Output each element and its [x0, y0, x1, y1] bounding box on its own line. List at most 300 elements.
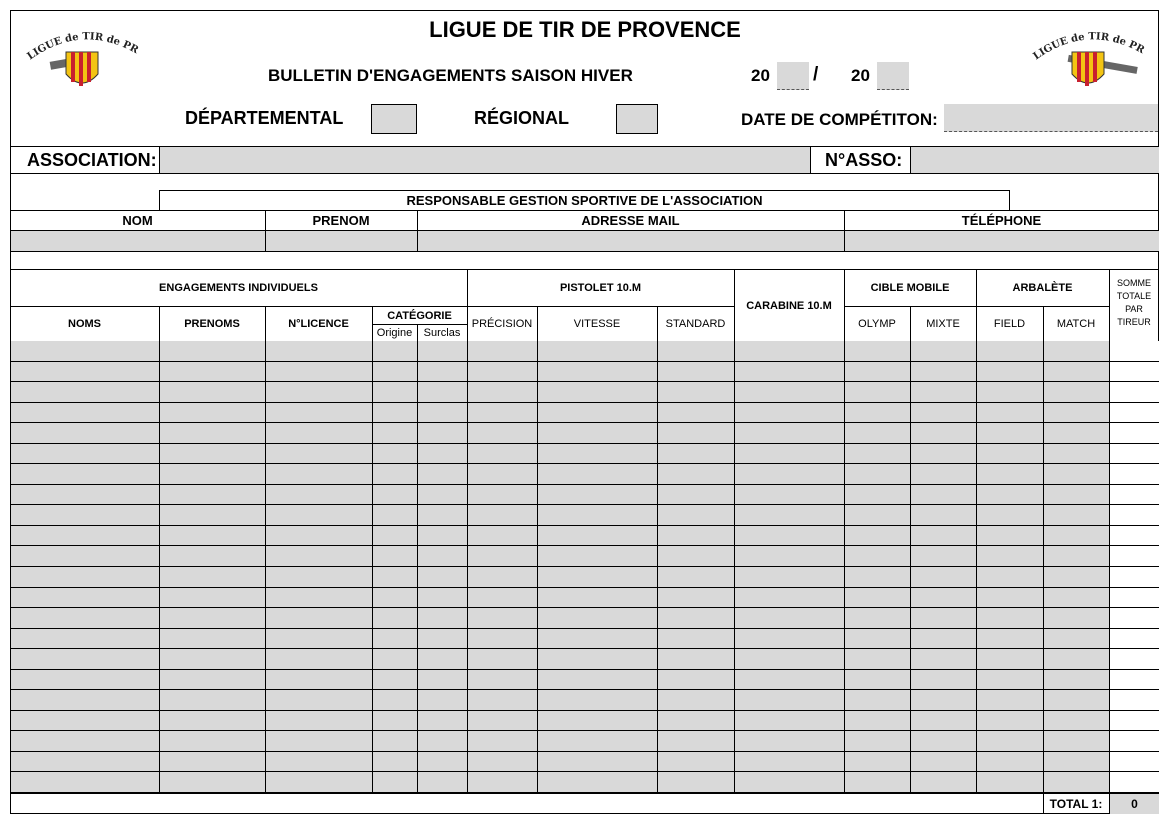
cell-olymp[interactable] [845, 670, 910, 690]
cell-olymp[interactable] [845, 423, 910, 443]
cell-match[interactable] [1044, 629, 1109, 649]
cell-mixte[interactable] [911, 444, 976, 464]
cell-mixte[interactable] [911, 608, 976, 628]
cell-field[interactable] [977, 464, 1043, 484]
cell-standard[interactable] [658, 546, 734, 566]
cell-precision[interactable] [468, 772, 537, 792]
cell-field[interactable] [977, 382, 1043, 402]
cell-nom[interactable] [11, 464, 159, 484]
cell-somme[interactable] [1110, 423, 1159, 443]
cell-match[interactable] [1044, 505, 1109, 525]
cell-origine[interactable] [373, 752, 417, 772]
cell-somme[interactable] [1110, 752, 1159, 772]
cell-origine[interactable] [373, 485, 417, 505]
cell-match[interactable] [1044, 464, 1109, 484]
cell-standard[interactable] [658, 505, 734, 525]
cell-licence[interactable] [266, 752, 372, 772]
cell-standard[interactable] [658, 362, 734, 382]
cell-surclas[interactable] [418, 752, 467, 772]
cell-field[interactable] [977, 485, 1043, 505]
cell-olymp[interactable] [845, 444, 910, 464]
cell-olymp[interactable] [845, 341, 910, 361]
cell-somme[interactable] [1110, 505, 1159, 525]
cell-carabine[interactable] [735, 341, 844, 361]
cell-carabine[interactable] [735, 403, 844, 423]
cell-prenom[interactable] [160, 629, 265, 649]
cell-origine[interactable] [373, 546, 417, 566]
cell-surclas[interactable] [418, 526, 467, 546]
cell-somme[interactable] [1110, 711, 1159, 731]
cell-origine[interactable] [373, 526, 417, 546]
resp-mail-input[interactable] [418, 231, 844, 251]
cell-field[interactable] [977, 546, 1043, 566]
cell-nom[interactable] [11, 649, 159, 669]
cell-somme[interactable] [1110, 567, 1159, 587]
cell-standard[interactable] [658, 341, 734, 361]
cell-prenom[interactable] [160, 444, 265, 464]
cell-nom[interactable] [11, 382, 159, 402]
cell-licence[interactable] [266, 382, 372, 402]
cell-nom[interactable] [11, 341, 159, 361]
cell-precision[interactable] [468, 382, 537, 402]
cell-origine[interactable] [373, 382, 417, 402]
cell-prenom[interactable] [160, 711, 265, 731]
cell-surclas[interactable] [418, 485, 467, 505]
cell-licence[interactable] [266, 588, 372, 608]
cell-carabine[interactable] [735, 649, 844, 669]
cell-vitesse[interactable] [538, 546, 657, 566]
cell-carabine[interactable] [735, 690, 844, 710]
cell-licence[interactable] [266, 690, 372, 710]
cell-vitesse[interactable] [538, 403, 657, 423]
cell-somme[interactable] [1110, 382, 1159, 402]
date-input[interactable] [944, 104, 1158, 132]
cell-surclas[interactable] [418, 505, 467, 525]
cell-olymp[interactable] [845, 608, 910, 628]
cell-mixte[interactable] [911, 629, 976, 649]
cell-match[interactable] [1044, 403, 1109, 423]
association-input[interactable] [160, 147, 810, 173]
cell-somme[interactable] [1110, 485, 1159, 505]
cell-nom[interactable] [11, 608, 159, 628]
cell-field[interactable] [977, 444, 1043, 464]
cell-standard[interactable] [658, 567, 734, 587]
cell-licence[interactable] [266, 772, 372, 792]
cell-origine[interactable] [373, 505, 417, 525]
cell-licence[interactable] [266, 403, 372, 423]
cell-nom[interactable] [11, 731, 159, 751]
cell-mixte[interactable] [911, 711, 976, 731]
cell-licence[interactable] [266, 731, 372, 751]
cell-surclas[interactable] [418, 546, 467, 566]
cell-nom[interactable] [11, 444, 159, 464]
cell-vitesse[interactable] [538, 444, 657, 464]
cell-olymp[interactable] [845, 649, 910, 669]
cell-prenom[interactable] [160, 526, 265, 546]
cell-precision[interactable] [468, 608, 537, 628]
cell-match[interactable] [1044, 731, 1109, 751]
cell-field[interactable] [977, 731, 1043, 751]
cell-standard[interactable] [658, 731, 734, 751]
cell-carabine[interactable] [735, 382, 844, 402]
cell-standard[interactable] [658, 752, 734, 772]
cell-nom[interactable] [11, 772, 159, 792]
cell-prenom[interactable] [160, 649, 265, 669]
cell-vitesse[interactable] [538, 772, 657, 792]
cell-origine[interactable] [373, 731, 417, 751]
cell-nom[interactable] [11, 752, 159, 772]
num-asso-input[interactable] [911, 147, 1159, 173]
cell-somme[interactable] [1110, 731, 1159, 751]
cell-carabine[interactable] [735, 362, 844, 382]
cell-licence[interactable] [266, 608, 372, 628]
cell-olymp[interactable] [845, 588, 910, 608]
cell-olymp[interactable] [845, 505, 910, 525]
cell-licence[interactable] [266, 567, 372, 587]
cell-precision[interactable] [468, 629, 537, 649]
cell-prenom[interactable] [160, 670, 265, 690]
cell-standard[interactable] [658, 382, 734, 402]
cell-origine[interactable] [373, 341, 417, 361]
cell-somme[interactable] [1110, 403, 1159, 423]
cell-vitesse[interactable] [538, 382, 657, 402]
cell-prenom[interactable] [160, 505, 265, 525]
cell-origine[interactable] [373, 690, 417, 710]
cell-olymp[interactable] [845, 546, 910, 566]
cell-carabine[interactable] [735, 505, 844, 525]
cell-prenom[interactable] [160, 423, 265, 443]
cell-vitesse[interactable] [538, 464, 657, 484]
cell-surclas[interactable] [418, 731, 467, 751]
cell-somme[interactable] [1110, 649, 1159, 669]
cell-origine[interactable] [373, 629, 417, 649]
cell-field[interactable] [977, 649, 1043, 669]
cell-match[interactable] [1044, 567, 1109, 587]
cell-standard[interactable] [658, 423, 734, 443]
cell-nom[interactable] [11, 362, 159, 382]
cell-nom[interactable] [11, 526, 159, 546]
cell-surclas[interactable] [418, 444, 467, 464]
cell-somme[interactable] [1110, 546, 1159, 566]
cell-carabine[interactable] [735, 464, 844, 484]
cell-match[interactable] [1044, 444, 1109, 464]
cell-carabine[interactable] [735, 752, 844, 772]
cell-carabine[interactable] [735, 546, 844, 566]
year-input-1[interactable] [777, 62, 809, 90]
cell-mixte[interactable] [911, 567, 976, 587]
resp-prenom-input[interactable] [266, 231, 417, 251]
cell-origine[interactable] [373, 423, 417, 443]
cell-carabine[interactable] [735, 772, 844, 792]
cell-field[interactable] [977, 341, 1043, 361]
cell-origine[interactable] [373, 444, 417, 464]
cell-prenom[interactable] [160, 362, 265, 382]
cell-vitesse[interactable] [538, 608, 657, 628]
cell-nom[interactable] [11, 403, 159, 423]
cell-licence[interactable] [266, 670, 372, 690]
cell-olymp[interactable] [845, 711, 910, 731]
cell-standard[interactable] [658, 690, 734, 710]
cell-prenom[interactable] [160, 464, 265, 484]
cell-licence[interactable] [266, 444, 372, 464]
cell-field[interactable] [977, 588, 1043, 608]
cell-vitesse[interactable] [538, 526, 657, 546]
cell-prenom[interactable] [160, 752, 265, 772]
cell-carabine[interactable] [735, 423, 844, 443]
cell-mixte[interactable] [911, 382, 976, 402]
cell-precision[interactable] [468, 362, 537, 382]
cell-olymp[interactable] [845, 526, 910, 546]
cell-somme[interactable] [1110, 341, 1159, 361]
cell-surclas[interactable] [418, 711, 467, 731]
cell-olymp[interactable] [845, 485, 910, 505]
cell-field[interactable] [977, 752, 1043, 772]
cell-carabine[interactable] [735, 526, 844, 546]
year-input-2[interactable] [877, 62, 909, 90]
cell-precision[interactable] [468, 690, 537, 710]
cell-mixte[interactable] [911, 362, 976, 382]
cell-vitesse[interactable] [538, 629, 657, 649]
cell-licence[interactable] [266, 505, 372, 525]
cell-licence[interactable] [266, 362, 372, 382]
cell-prenom[interactable] [160, 341, 265, 361]
cell-match[interactable] [1044, 382, 1109, 402]
cell-surclas[interactable] [418, 341, 467, 361]
cell-origine[interactable] [373, 608, 417, 628]
cell-vitesse[interactable] [538, 670, 657, 690]
cell-prenom[interactable] [160, 731, 265, 751]
cell-field[interactable] [977, 423, 1043, 443]
cell-precision[interactable] [468, 752, 537, 772]
cell-vitesse[interactable] [538, 505, 657, 525]
cell-field[interactable] [977, 608, 1043, 628]
cell-match[interactable] [1044, 649, 1109, 669]
cell-somme[interactable] [1110, 690, 1159, 710]
cell-somme[interactable] [1110, 362, 1159, 382]
cell-precision[interactable] [468, 464, 537, 484]
cell-mixte[interactable] [911, 649, 976, 669]
cell-vitesse[interactable] [538, 362, 657, 382]
cell-precision[interactable] [468, 546, 537, 566]
cell-licence[interactable] [266, 629, 372, 649]
cell-mixte[interactable] [911, 731, 976, 751]
cell-surclas[interactable] [418, 403, 467, 423]
cell-somme[interactable] [1110, 464, 1159, 484]
cell-origine[interactable] [373, 772, 417, 792]
cell-vitesse[interactable] [538, 485, 657, 505]
cell-precision[interactable] [468, 588, 537, 608]
cell-field[interactable] [977, 690, 1043, 710]
cell-somme[interactable] [1110, 588, 1159, 608]
cell-prenom[interactable] [160, 588, 265, 608]
cell-precision[interactable] [468, 711, 537, 731]
cell-vitesse[interactable] [538, 341, 657, 361]
cell-match[interactable] [1044, 341, 1109, 361]
cell-surclas[interactable] [418, 362, 467, 382]
cell-licence[interactable] [266, 423, 372, 443]
cell-surclas[interactable] [418, 772, 467, 792]
cell-vitesse[interactable] [538, 711, 657, 731]
cell-surclas[interactable] [418, 670, 467, 690]
cell-origine[interactable] [373, 711, 417, 731]
cell-mixte[interactable] [911, 526, 976, 546]
cell-precision[interactable] [468, 567, 537, 587]
cell-nom[interactable] [11, 505, 159, 525]
cell-licence[interactable] [266, 711, 372, 731]
cell-carabine[interactable] [735, 485, 844, 505]
cell-vitesse[interactable] [538, 567, 657, 587]
cell-standard[interactable] [658, 444, 734, 464]
cell-mixte[interactable] [911, 423, 976, 443]
cell-vitesse[interactable] [538, 752, 657, 772]
cell-olymp[interactable] [845, 567, 910, 587]
cell-precision[interactable] [468, 670, 537, 690]
departemental-checkbox[interactable] [371, 104, 417, 134]
cell-olymp[interactable] [845, 629, 910, 649]
cell-carabine[interactable] [735, 670, 844, 690]
cell-surclas[interactable] [418, 649, 467, 669]
cell-somme[interactable] [1110, 772, 1159, 792]
cell-prenom[interactable] [160, 608, 265, 628]
cell-carabine[interactable] [735, 629, 844, 649]
cell-precision[interactable] [468, 485, 537, 505]
cell-surclas[interactable] [418, 423, 467, 443]
cell-prenom[interactable] [160, 690, 265, 710]
cell-standard[interactable] [658, 649, 734, 669]
cell-olymp[interactable] [845, 752, 910, 772]
cell-precision[interactable] [468, 341, 537, 361]
cell-field[interactable] [977, 526, 1043, 546]
cell-nom[interactable] [11, 423, 159, 443]
cell-mixte[interactable] [911, 505, 976, 525]
cell-surclas[interactable] [418, 588, 467, 608]
cell-nom[interactable] [11, 567, 159, 587]
cell-precision[interactable] [468, 444, 537, 464]
cell-mixte[interactable] [911, 546, 976, 566]
cell-carabine[interactable] [735, 588, 844, 608]
cell-match[interactable] [1044, 772, 1109, 792]
cell-standard[interactable] [658, 403, 734, 423]
cell-somme[interactable] [1110, 608, 1159, 628]
cell-precision[interactable] [468, 423, 537, 443]
cell-prenom[interactable] [160, 567, 265, 587]
resp-nom-input[interactable] [11, 231, 265, 251]
cell-olymp[interactable] [845, 464, 910, 484]
cell-nom[interactable] [11, 485, 159, 505]
cell-vitesse[interactable] [538, 690, 657, 710]
cell-mixte[interactable] [911, 403, 976, 423]
cell-mixte[interactable] [911, 464, 976, 484]
cell-somme[interactable] [1110, 526, 1159, 546]
cell-mixte[interactable] [911, 341, 976, 361]
cell-surclas[interactable] [418, 608, 467, 628]
cell-field[interactable] [977, 403, 1043, 423]
cell-olymp[interactable] [845, 731, 910, 751]
cell-vitesse[interactable] [538, 649, 657, 669]
cell-olymp[interactable] [845, 362, 910, 382]
cell-nom[interactable] [11, 588, 159, 608]
cell-standard[interactable] [658, 608, 734, 628]
cell-licence[interactable] [266, 526, 372, 546]
cell-origine[interactable] [373, 670, 417, 690]
cell-field[interactable] [977, 711, 1043, 731]
cell-standard[interactable] [658, 711, 734, 731]
cell-origine[interactable] [373, 403, 417, 423]
cell-surclas[interactable] [418, 464, 467, 484]
cell-nom[interactable] [11, 690, 159, 710]
cell-match[interactable] [1044, 423, 1109, 443]
cell-origine[interactable] [373, 649, 417, 669]
cell-nom[interactable] [11, 670, 159, 690]
cell-precision[interactable] [468, 505, 537, 525]
cell-match[interactable] [1044, 690, 1109, 710]
cell-prenom[interactable] [160, 546, 265, 566]
cell-licence[interactable] [266, 485, 372, 505]
cell-prenom[interactable] [160, 382, 265, 402]
cell-mixte[interactable] [911, 772, 976, 792]
cell-mixte[interactable] [911, 752, 976, 772]
cell-standard[interactable] [658, 772, 734, 792]
cell-standard[interactable] [658, 464, 734, 484]
cell-origine[interactable] [373, 362, 417, 382]
cell-licence[interactable] [266, 649, 372, 669]
cell-origine[interactable] [373, 588, 417, 608]
regional-checkbox[interactable] [616, 104, 658, 134]
cell-carabine[interactable] [735, 711, 844, 731]
cell-surclas[interactable] [418, 629, 467, 649]
cell-carabine[interactable] [735, 731, 844, 751]
cell-mixte[interactable] [911, 670, 976, 690]
cell-somme[interactable] [1110, 629, 1159, 649]
cell-olymp[interactable] [845, 382, 910, 402]
cell-carabine[interactable] [735, 444, 844, 464]
resp-tel-input[interactable] [845, 231, 1159, 251]
cell-olymp[interactable] [845, 690, 910, 710]
cell-mixte[interactable] [911, 588, 976, 608]
cell-standard[interactable] [658, 526, 734, 546]
cell-nom[interactable] [11, 629, 159, 649]
cell-precision[interactable] [468, 731, 537, 751]
cell-match[interactable] [1044, 608, 1109, 628]
cell-field[interactable] [977, 362, 1043, 382]
cell-match[interactable] [1044, 485, 1109, 505]
cell-precision[interactable] [468, 649, 537, 669]
cell-prenom[interactable] [160, 485, 265, 505]
cell-surclas[interactable] [418, 382, 467, 402]
cell-field[interactable] [977, 629, 1043, 649]
cell-licence[interactable] [266, 464, 372, 484]
cell-standard[interactable] [658, 485, 734, 505]
cell-vitesse[interactable] [538, 588, 657, 608]
cell-somme[interactable] [1110, 444, 1159, 464]
cell-olymp[interactable] [845, 772, 910, 792]
cell-carabine[interactable] [735, 608, 844, 628]
cell-surclas[interactable] [418, 567, 467, 587]
cell-standard[interactable] [658, 670, 734, 690]
cell-field[interactable] [977, 670, 1043, 690]
cell-match[interactable] [1044, 588, 1109, 608]
cell-field[interactable] [977, 567, 1043, 587]
cell-carabine[interactable] [735, 567, 844, 587]
cell-precision[interactable] [468, 403, 537, 423]
cell-nom[interactable] [11, 546, 159, 566]
cell-mixte[interactable] [911, 690, 976, 710]
cell-standard[interactable] [658, 588, 734, 608]
cell-match[interactable] [1044, 546, 1109, 566]
cell-match[interactable] [1044, 526, 1109, 546]
cell-vitesse[interactable] [538, 423, 657, 443]
cell-somme[interactable] [1110, 670, 1159, 690]
